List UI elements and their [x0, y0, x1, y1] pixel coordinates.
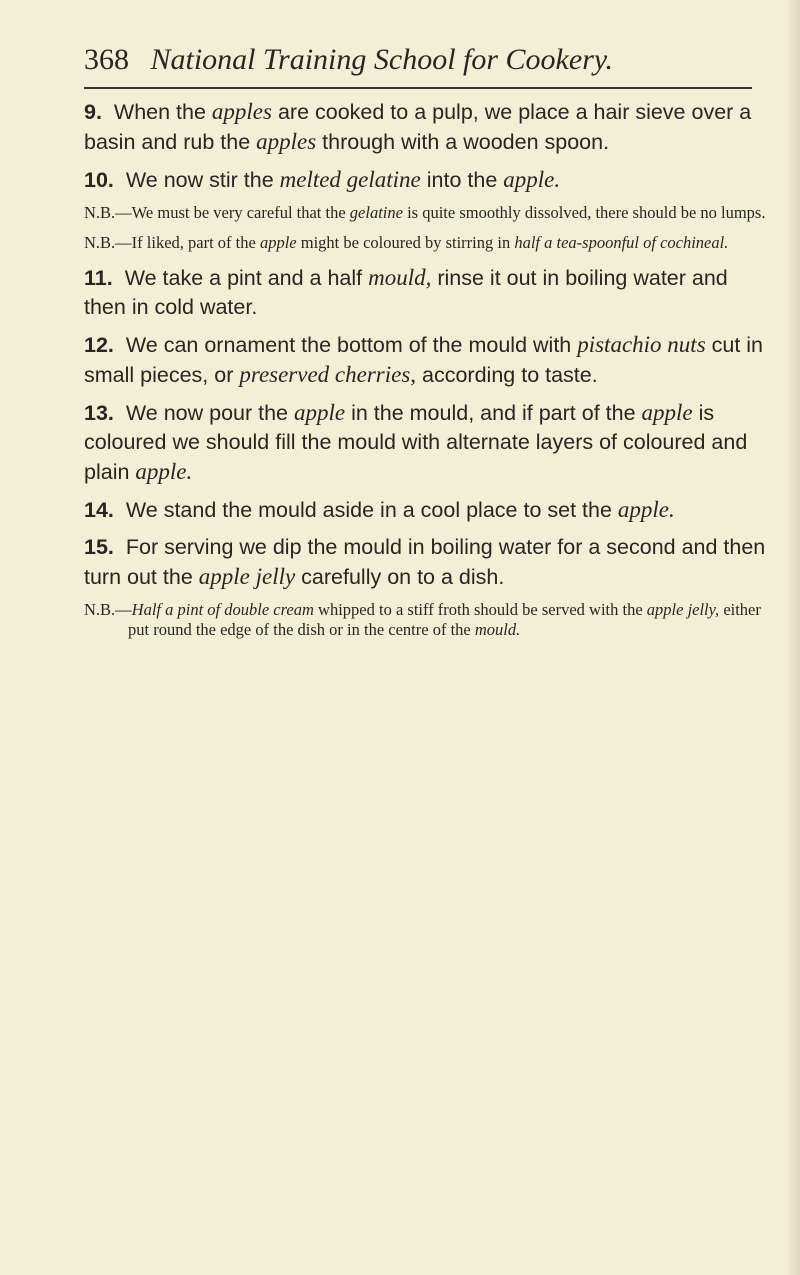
page-number: 368 — [84, 43, 129, 76]
text-run: We can ornament the bottom of the mould with — [125, 333, 578, 357]
page-edge-shadow — [786, 0, 800, 1275]
italic-term: mould. — [474, 620, 521, 639]
text-run: We now stir the — [125, 168, 280, 192]
step-number: 14. — [84, 498, 114, 522]
header-rule — [84, 87, 752, 89]
italic-term: mould, — [368, 265, 432, 290]
step-number: 12. — [84, 333, 114, 357]
text-run: We take a pint and a half — [124, 266, 369, 290]
text-run: N.B.—We must be very careful that the — [84, 203, 350, 222]
text-run: either put round the edge of the dish or in the centre of the — [128, 600, 761, 639]
italic-term: apple jelly, — [646, 600, 720, 619]
text-run: cut in small pieces, or — [84, 333, 764, 387]
text-run: in the mould, and if part of the — [345, 401, 642, 425]
step-11 — [84, 263, 766, 322]
recipe-body — [84, 97, 766, 650]
italic-term: Half a pint of double cream — [131, 600, 314, 619]
text-run: whipped to a stiff froth should be served with the — [313, 600, 647, 619]
book-title: National Training School for Cookery. — [150, 43, 614, 76]
text-run: When the — [113, 100, 212, 124]
note-double-cream — [84, 600, 766, 640]
text-run: is quite smoothly dissolved, there should be no lumps. — [402, 203, 766, 222]
step-number: 10. — [84, 168, 114, 192]
text-run: rinse it out in boiling water and then in cold water. — [84, 266, 728, 319]
italic-term: apple — [641, 400, 693, 425]
note-gelatine — [84, 203, 766, 223]
text-run: are cooked to a pulp, we place a hair sieve over a basin and rub the — [84, 100, 752, 154]
italic-term: melted gelatine — [279, 167, 421, 192]
step-14 — [84, 495, 766, 525]
text-run: carefully on to a dish. — [295, 565, 505, 589]
text-run: For serving we dip the mould in boiling water for a second and then turn out the — [84, 535, 766, 589]
italic-term: half a tea-spoonful of cochineal. — [514, 233, 729, 252]
text-run: through with a wooden spoon. — [316, 130, 610, 154]
text-run: N.B.— — [84, 600, 132, 619]
italic-term: apples — [211, 99, 272, 124]
italic-term: preserved cherries, — [239, 362, 417, 387]
italic-term: apples — [256, 129, 317, 154]
text-run: into the — [420, 168, 504, 192]
note-colouring — [84, 233, 766, 253]
italic-term: apple — [259, 233, 297, 252]
step-number: 9. — [84, 100, 102, 124]
italic-term: apple — [294, 400, 346, 425]
italic-term: gelatine — [349, 203, 403, 222]
text-run: We now pour the — [125, 401, 294, 425]
step-13 — [84, 398, 766, 487]
step-number: 15. — [84, 535, 114, 559]
step-number: 13. — [84, 401, 114, 425]
step-12 — [84, 330, 766, 390]
step-15 — [84, 533, 766, 592]
text-run: is coloured we should fill the mould with alternate layers of coloured and plain — [84, 401, 748, 484]
step-10 — [84, 165, 766, 195]
italic-term: pistachio nuts — [577, 332, 706, 357]
italic-term: apple. — [503, 167, 561, 192]
italic-term: apple. — [617, 497, 675, 522]
text-run: might be coloured by stirring in — [296, 233, 515, 252]
step-9 — [84, 97, 766, 157]
text-run: N.B.—If liked, part of the — [84, 233, 260, 252]
italic-term: apple. — [135, 459, 193, 484]
running-header — [84, 40, 764, 80]
italic-term: apple jelly — [198, 564, 296, 589]
text-run: according to taste. — [416, 363, 598, 387]
text-run: We stand the mould aside in a cool place to set the — [125, 498, 618, 522]
step-number: 11. — [84, 266, 113, 290]
